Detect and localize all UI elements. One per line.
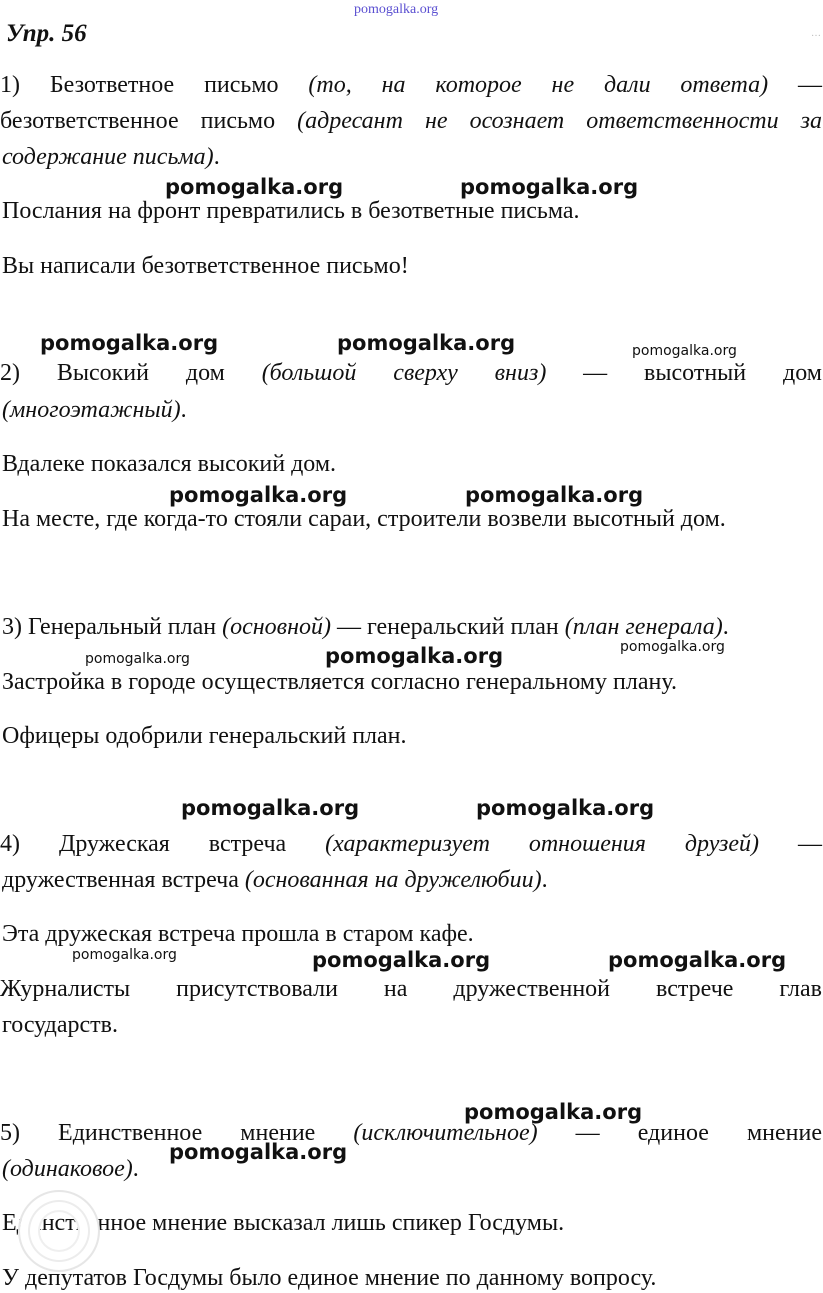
item-1-line-1: 1) Безответное письмо (то, на которое не дали ответа) — bbox=[0, 72, 823, 98]
exercise-title: Упр. 56 bbox=[6, 20, 87, 47]
item-4-example-2-line-1: Журналисты присутствовали на дружественной встрече глав bbox=[0, 976, 822, 1002]
watermark: pomogalka.org bbox=[325, 644, 504, 668]
faint-stamp bbox=[18, 1190, 100, 1272]
item-5-example-2: У депутатов Госдумы было единое мнение по данному вопросу. bbox=[2, 1265, 657, 1291]
watermark: pomogalka.org bbox=[181, 796, 360, 820]
item-2-example-2: На месте, где когда-то стояли сараи, строители возвели высотный дом. bbox=[2, 506, 726, 532]
watermark: pomogalka.org bbox=[169, 1140, 348, 1164]
item-2-example-1: Вдалеке показался высокий дом. bbox=[2, 451, 337, 477]
page-number-fragment: … bbox=[811, 28, 821, 39]
watermark: pomogalka.org bbox=[40, 331, 219, 355]
item-3-line-1: 3) Генеральный план (основной) — генеральский план (план генерала). bbox=[2, 614, 729, 640]
watermark: pomogalka.org bbox=[72, 947, 177, 963]
watermark-top: pomogalka.org bbox=[354, 2, 439, 17]
item-5-line-2: (одинаковое). bbox=[2, 1156, 139, 1182]
item-5-line-1: 5) Единственное мнение (исключительное) — единое мнение bbox=[0, 1120, 822, 1146]
watermark: pomogalka.org bbox=[464, 1100, 643, 1124]
item-1-example-2: Вы написали безответственное письмо! bbox=[2, 253, 409, 279]
item-5-example-1: Единственное мнение высказал лишь спикер Госдумы. bbox=[2, 1210, 565, 1236]
item-4-example-2-line-2: государств. bbox=[2, 1012, 119, 1038]
item-1-line-3: содержание письма). bbox=[2, 144, 220, 170]
item-3-example-2: Офицеры одобрили генеральский план. bbox=[2, 723, 407, 749]
watermark: pomogalka.org bbox=[632, 343, 737, 359]
watermark: pomogalka.org bbox=[465, 483, 644, 507]
item-4-example-1: Эта дружеская встреча прошла в старом кафе. bbox=[2, 921, 474, 947]
item-2-line-1: 2) Высокий дом (большой сверху вниз) — высотный дом bbox=[0, 360, 822, 386]
item-1-example-1: Послания на фронт превратились в безответные письма. bbox=[2, 198, 580, 224]
watermark: pomogalka.org bbox=[476, 796, 655, 820]
item-2-line-2: (многоэтажный). bbox=[2, 397, 187, 423]
item-3-example-1: Застройка в городе осуществляется согласно генеральному плану. bbox=[2, 669, 677, 695]
watermark: pomogalka.org bbox=[312, 948, 491, 972]
watermark: pomogalka.org bbox=[608, 948, 787, 972]
watermark: pomogalka.org bbox=[460, 175, 639, 199]
watermark: pomogalka.org bbox=[165, 175, 344, 199]
watermark: pomogalka.org bbox=[169, 483, 348, 507]
item-4-line-1: 4) Дружеская встреча (характеризует отношения друзей) — bbox=[0, 831, 822, 857]
item-4-line-2: дружественная встреча (основанная на дружелюбии). bbox=[2, 867, 548, 893]
item-1-line-2: безответственное письмо (адресант не осознает ответственности за bbox=[0, 108, 822, 134]
watermark: pomogalka.org bbox=[620, 639, 725, 655]
watermark: pomogalka.org bbox=[337, 331, 516, 355]
watermark: pomogalka.org bbox=[85, 651, 190, 667]
